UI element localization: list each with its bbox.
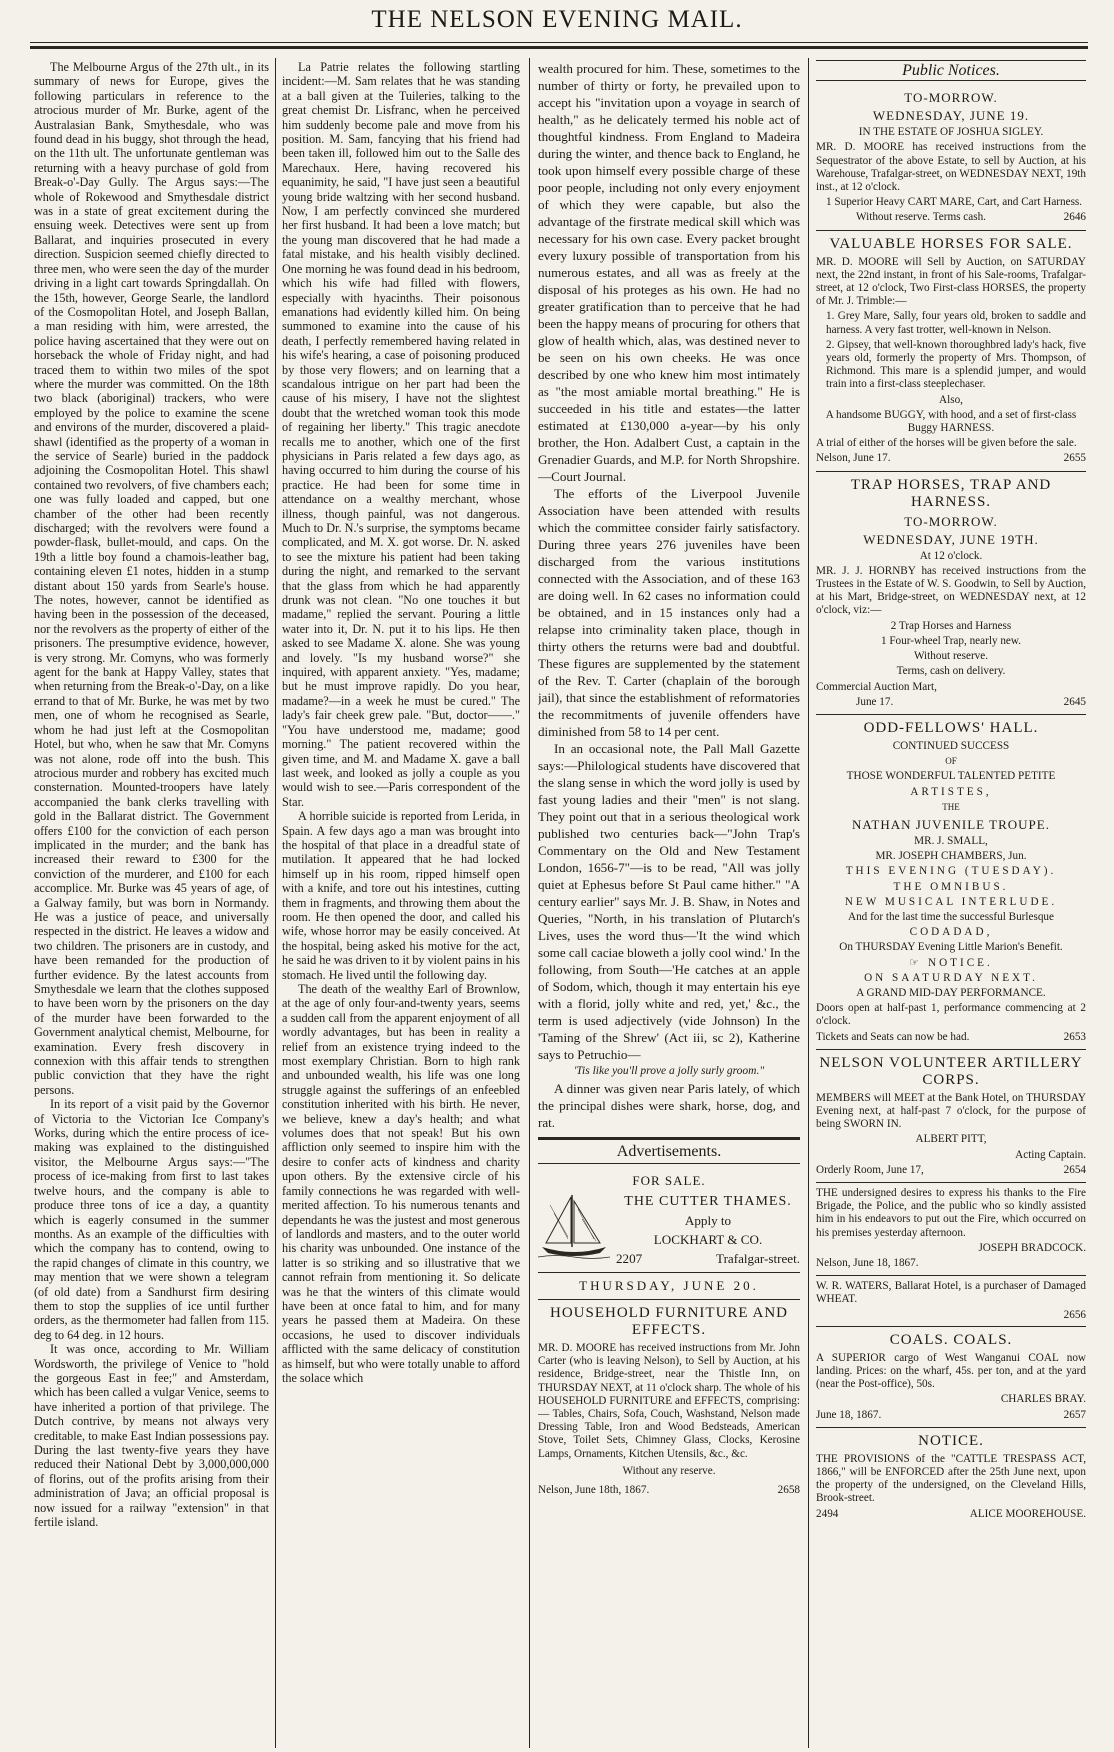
ad-line: THE (942, 801, 960, 812)
ad-for-sale-cutter (538, 1168, 800, 1273)
ad-body: MR. D. MOORE has received instructions from the Sequestrator of the above Estate, to sell by Auction, at his Warehouse, Trafalgar-street, on WEDNESDAY NEXT, 19th inst., at 12 o'clock. (816, 141, 1086, 194)
ad-footer-row (816, 1164, 1086, 1177)
ad-line: Apply to (684, 1213, 732, 1228)
ad-odd-fellows-hall (816, 715, 1086, 1050)
ad-item: 2 Trap Horses and Harness (890, 619, 1012, 632)
ad-number: 2657 (1063, 1408, 1086, 1421)
ad-body: MR. D. MOORE will Sell by Auction, on SATURDAY next, the 22nd instant, in front of his Sale-rooms, Trafalgar-street, at 12 o'clock, Two First-class HORSES, the property of Mr. J. Trimble:— (816, 255, 1086, 308)
ad-title: THURSDAY, JUNE 20. (579, 1278, 759, 1293)
ad-terms: Without reserve. Terms cash. (856, 211, 986, 224)
ad-line: Doors open at half-past 1, performance commencing at 2 o'clock. (816, 1002, 1086, 1028)
ad-footer-row (816, 696, 1086, 709)
ad-line: On THURSDAY Evening Little Marion's Benefit. (839, 941, 1063, 954)
ad-body: W. R. WATERS, Ballarat Hotel, is a purchaser of Damaged WHEAT. (816, 1280, 1086, 1306)
ad-subtitle: WEDNESDAY, JUNE 19. (872, 108, 1030, 124)
ad-footer-row (538, 1482, 800, 1499)
ad-waters-wheat (816, 1276, 1086, 1327)
ad-signatory: CHARLES BRAY. (1000, 1393, 1086, 1406)
ad-signatory: ALBERT PITT, (915, 1133, 987, 1146)
ad-body: MR. J. J. HORNBY has received instructions from the Trustees in the Estate of W. S. Goodwin, to Sell by Auction, at his Mart, Bridge-street, on WEDNESDAY next, at 12 o'clock, viz:— (816, 564, 1086, 617)
ad-line: And for the last time the successful Burlesque (848, 910, 1054, 923)
ad-date: Nelson, June 18, 1867. (816, 1257, 919, 1269)
ad-body: A SUPERIOR cargo of West Wanganui COAL now landing. Prices: on the wharf, 45s. per ton, and at the yard (near the Post-office), 50s. (816, 1351, 1086, 1391)
ad-reserve: Without reserve. (913, 650, 989, 663)
ad-estate-sigley (816, 85, 1086, 230)
ad-line: THIS EVENING (TUESDAY). (845, 865, 1057, 878)
ad-line: Tickets and Seats can now be had. (816, 1030, 970, 1043)
article-lerida-suicide: A horrible suicide is reported from Lerida, in Spain. A few days ago a man was brought into the hospital of that place in a dreadful state of mutilation. It appeared that he had locked himself up in his room, ripped himself open with a knife, and tore out his intestines, cutting them in fragments, and throwing them about the room. He then opened the door, and called his wife, whose horror may be easily conceived. At the hospital, being asked his motive for the act, he said he was driven to it by violent pains in his stomach. He lived until the following day. (282, 809, 520, 982)
ad-line: CONTINUED SUCCESS (892, 739, 1010, 752)
ad-coals (816, 1327, 1086, 1428)
ad-subtitle: WEDNESDAY, JUNE 19TH. (863, 531, 1039, 547)
ad-terms: Terms, cash on delivery. (896, 665, 1006, 678)
ad-line: MR. J. SMALL, (914, 834, 988, 847)
ad-volunteer-artillery (816, 1050, 1086, 1183)
ad-cattle-trespass (816, 1428, 1086, 1526)
ad-title: TRAP HORSES, TRAP AND HARNESS. (850, 476, 1052, 510)
article-liverpool-juvenile: The efforts of the Liverpool Juvenile Association have been attended with results which the committee consider fairly satisfactory. During three years 276 juveniles have been discharged from the various institutions connected with the Association, and of these 163 are doing well. In 62 cases no information could be obtained, and in 15 instances only had a relapse into criminality taken place, though in thirty others the returns were bad and doubtful. These figures are supplemented by the statement of the Rev. T. Carter (chaplain of the borough jail), that since the establishment of reformatories the recommitments of juvenile offenders have diminished from 58 to 14 per cent. (538, 486, 800, 739)
ad-footer-row (816, 1031, 1086, 1044)
masthead: THE NELSON EVENING MAIL. (371, 6, 743, 33)
article-paris-dinner: A dinner was given near Paris lately, of which the principal dishes were shark, horse, dog, and rat. (538, 1081, 800, 1130)
quote-line: 'Tis like you'll prove a jolly surly groom." (573, 1065, 765, 1077)
ad-date: Orderly Room, June 17, (816, 1163, 924, 1176)
advertisements-header: Advertisements. (538, 1139, 800, 1164)
ad-buggy: A handsome BUGGY, with hood, and a set of first-class Buggy HARNESS. (825, 408, 1077, 435)
ad-date: Nelson, June 18th, 1867. (538, 1483, 650, 1496)
ad-body: THE PROVISIONS of the "CATTLE TRESPASS ACT, 1866," will be ENFORCED after the 25th June next, upon the property of the undersigned, on the Cleveland Hills, Brook-street. (816, 1452, 1086, 1505)
ad-line: MR. JOSEPH CHAMBERS, Jun. (875, 850, 1027, 863)
ad-date: Nelson, June 17. (816, 452, 891, 465)
column-separator (529, 58, 530, 1748)
ad-footer-row (816, 452, 1086, 465)
ad-reserve: Without any reserve. (622, 1464, 716, 1477)
ad-address: Trafalgar-street. (716, 1251, 800, 1266)
ad-body: MR. D. MOORE has received instructions from Mr. John Carter (who is leaving Nelson), to Sell by Auction, at his residence, Bridge-street, near the Thistle Inn, on THURSDAY NEXT, at 11 o'clock sharp. The whole of his HOUSEHOLD FURNITURE and EFFECTS, comprising:— Tables, Chairs, Sofa, Couch, Washstand, Nelson made Dressing Table, Iron and Wood Bedsteads, American Stove, Toilet Sets, Chimney Glass, Clocks, Kerosine Lamps, Ornaments, Kitchen Utensils, &c., &c. (538, 1342, 800, 1460)
ad-line (816, 957, 1086, 970)
ad-body: THE undersigned desires to express his thanks to the Fire Brigade, the Police, and the public who so kindly assisted him in his endeavors to put out the Fire, which occurred on his premises yesterday afternoon. (816, 1186, 1086, 1239)
ad-bradcock-thanks (816, 1183, 1086, 1276)
ad-number: 2645 (1063, 695, 1086, 708)
article-melbourne-murder: The Melbourne Argus of the 27th ult., in its summary of news for Europe, gives the following particulars in reference to the atrocious murder of Mr. Burke, agent of the Australasian Bank, Smythesdale, who was found dead in his buggy, shot through the head, on the 11th ult. The unfortunate gentleman was returning with a heavy purchase of gold from Break-o'-Day Gully. The Argus says:—The whole of Rokewood and Smythesdale district was in a state of great excitement during the ensuing week. Detectives were sent up from Ballarat, and inquiries prosecuted in every direction. Suspicion seemed chiefly directed to three men, who were seen the day of the murder driving in a light cart towards Springdallah. On the 15th, however, George Searle, the landlord of the Cosmopolitan Hotel, and Joseph Ballan, a man residing with him, were arrested, the police having ascertained that they were out on horseback the whole of Friday night, and had traced them to within two miles of the spot where the murder was committed. On the 18th two black (aboriginal) trackers, who were employed by the police to examine the scene and environs of the murder, discovered a plaid-shawl (identified as the property of a woman in the service of Searle) buried in the paddock adjoining the Cosmopolitan Hotel. This shawl contained two revolvers, of five chambers each; one was fully loaded and capped, but one chamber of the other had been recently discharged; with the revolvers were found a powder-flask, bullet-mould, and caps. On the 19th a little boy found a chamois-leather bag, containing eleven £1 notes, hidden in a stump distant about 150 yards from Searle's house. The notes, however, cannot be identified as having been in the possession of the deceased, nor the revolvers as the property of either of the prisoners. The presumptive evidence, however, is very strong. Mr. Comyns, who was formerly agent for the bank at Happy Valley, states that when returning from the Break-o'-Day, on a like errand to that of Mr. Burke, he was met by two men, one of whom he recognised as Searle, whom he had just left at the Cosmopolitan Hotel, but who, when he saw that Mr. Comyns was not alone, rode off into the bush. This atrocious murder and robbery has excited much consternation. Mounted-troopers have lately accompanied the bank clerks travelling with gold in the Ballarat district. The Government offers £100 for the conviction of each person implicated in the murder; and the bank has increased their reward to £300 for the conviction of the murderer, and £100 for each accomplice. Mr. Burke was 45 years of age, of a Galway family, but was born in Normandy. He was a justice of peace, and universally respected in the district. He leaves a widow and two children. The prisoners are in custody, and have been remanded for the production of further evidence. By the latest accounts from Smythesdale we learn that the clothes supposed to have been worn by the prisoners on the day of the murder have been forwarded to the Government analytical chemist, Melbourne, for examination. Every fresh discovery in connexion with this affair tends to strengthen public conviction that they have the right persons. (34, 60, 269, 1097)
article-earl-brownlow: The death of the wealthy Earl of Brownlow, at the age of only four-and-twenty years, seems a sudden call from the apparent enjoyment of all wordly advantages, but has been in reality a relief from an existence trying indeed to the most exemplary Christian. Born to high rank and unbounded wealth, his life was one long struggle against the sufferings of an enfeebled constitution inherited with his birth. He never, we believe, knew a day's health; and what volumes does that not speak! But his own affliction only seemed to inspire him with the desire to confer acts of kindness and charity upon others. By the extensive circle of his family connections he was regarded with well-merited affection. To his numerous tenants and dependants he was the justest and most generous of landlords and masters, and to the outer world his charity was unbounded. One instance of the latter is so striking and so illustrative that we cannot refrain from mentioning it. So delicate was he that the winters of this climate would have been at once fatal to him, and for many years he passed them at Madeira. On these occasions, he used to discover individuals afflicted with the same delicacy of constitution as himself, but who were totally unable to afford the solace which (282, 982, 520, 1385)
ad-trial: A trial of either of the horses will be given before the sale. (816, 437, 1077, 450)
ad-line: CODADAD, (909, 926, 993, 939)
ad-body: MEMBERS will MEET at the Bank Hotel, on THURSDAY Evening next, at half-past 7 o'clock, for the purpose of being SWORN IN. (816, 1091, 1086, 1131)
article-la-patrie: La Patrie relates the following startling incident:—M. Sam relates that he was standing at a ball given at the Tuileries, talking to the great chemist Dr. Lisfranc, when he perceived him suddenly become pale and move from his position. M. Sam, fancying that his friend had been taken ill, followed him out to the Salle des Marechaux. Here, having recovered his equanimity, he said, "I have just seen a beautiful young bride waltzing with her second husband. Now, I am perfectly convinced she murdered her first husband. It had been a love match; but the young man discovered that he had made a fatal mistake, and his health visibly declined. One morning he was found dead in his bedroom, which his wife had filled with flowers, especially with hyacinths. Their poisonous emanations had evidently killed him. On being summoned to examine into the cause of his death, I perfectly remembered having related in his wife's hearing, a case of poisoning produced by those very flowers; and on learning that a scandalous intrigue on her part had been the cause of his misery, I have not the slightest doubt that the wretched woman took this mode of regaining her liberty." This tragic anecdote recalls me to another, which one of the first physicians in Paris related a few days ago, as having occurred to him during the course of his practice. He had been for some time in attendance on a wealthy merchant, whose illness, though painful, was not dangerous. Much to Dr. N.'s surprise, the symptoms became complicated, and M. X. got worse. Dr. N. asked to see the mixture his patient had been taking during the night, and remarked to the servant that the glass from which he had apparently drunk was not clean. "No one touches it but madame," replied the servant. Pouring a little water into it, Dr. N. put it to his lips. He then asked to see Madame X. alone. She was young and lovely. "Is my husband worse?" she inquired, with apparent anxiety. "Yes, madame; but he must improve rapidly. Do you hear, madame?—in a week he must be cured." The lady's fair cheek grew pale. "But, doctor——." "You have understood me, madame; good morning." The patient recovered within the given time, and M. and Madame X. gave a ball last week, and looked as jolly a couple as you would wish to see.—Paris correspondent of the Star. (282, 60, 520, 809)
ad-line: LOCKHART & CO. (653, 1232, 763, 1247)
ad-footer-row (816, 211, 1086, 224)
ad-item: 1. Grey Mare, Sally, four years old, broken to saddle and harness. A very fast trotter, well-known in Nelson. (826, 310, 1086, 336)
public-notices-header: Public Notices. (816, 60, 1086, 81)
ad-signatory: JOSEPH BRADCOCK. (978, 1241, 1086, 1254)
ad-footer-row (616, 1250, 800, 1267)
ad-line: ARTISTES, (910, 785, 992, 798)
ad-role: Acting Captain. (1015, 1148, 1086, 1161)
ad-number: 2207 (616, 1251, 643, 1266)
ad-number: 2494 (816, 1507, 839, 1520)
ad-line: THOSE WONDERFUL TALENTED PETITE (846, 770, 1056, 783)
column-1 (34, 60, 269, 1750)
ad-also: Also, (939, 393, 963, 406)
ad-item: 2. Gipsey, that well-known thoroughbred lady's hack, five years old, formerly the property of Mrs. Thompson, of Richmond. This mare is a splendid jumper, and would train into a first-class steeplechaser. (826, 338, 1086, 391)
ad-line: THE OMNIBUS. (893, 880, 1009, 893)
ad-notice-label: NOTICE. (928, 956, 993, 969)
article-earl-brownlow-cont: wealth procured for him. These, sometimes to the number of thirty or forty, he prevailed upon to accept his "invitation upon a voyage in search of health," as he delicately termed his noble act of thoughtful kindness. From England to Madeira during the winter, and thence back to England, he took upon himself every possible charge of these poor people, including not only every enjoyment of which they were capable, but also the advantage of the firstrate medical skill which was necessary for his own case. Every packet brought every luxury possible of transportation from his numerous estates, and all was as freely at the disposal of his proteges as his own. He had no greater gratification than to perceive that he had been the happy means of procuring for others that glow of health which, alas, was destined never to be seen on his own cheeks. He was once described by one who knew him most intimately as "the most amiable mortal breathing." He is succeeded in his title and estates—the latter estimated at £130,000 a-year—by his only brother, the Hon. Adalbert Cust, a captain in the Grenadier Guards, and M.P. for North Shropshire.—Court Journal. (538, 61, 800, 484)
ad-line: NEW MUSICAL INTERLUDE. (844, 895, 1058, 908)
ad-troupe-name: NATHAN JUVENILE TROUPE. (852, 816, 1050, 832)
ad-footer-row (816, 1508, 1086, 1521)
column-2 (282, 60, 520, 1750)
ad-title: NELSON VOLUNTEER ARTILLERY CORPS. (819, 1054, 1083, 1088)
masthead-rule-thin (30, 42, 1088, 43)
ad-number: 2646 (1063, 211, 1086, 224)
ad-number: 2658 (777, 1483, 800, 1496)
column-separator (808, 58, 809, 1748)
ad-line: OF (945, 756, 957, 767)
ad-line: A GRAND MID-DAY PERFORMANCE. (856, 986, 1046, 999)
article-dutch-venice: It was once, according to Mr. William Wordsworth, the privilege of Venice to "hold the gorgeous East in fee;" and Amsterdam, which has been called a vulgar Venice, seems to have inherited a portion of that privilege. The Dutch contrive, by means not always very creditable, to make East Indian possessions pay. During the last twenty-five years they have reduced their National Debt by 3,000,000,000 of florins, out of the profits arising from their administration of Java; an official proposal is now issued for a railway "extension" in that fertile island. (34, 1342, 269, 1530)
ad-valuable-horses (816, 231, 1086, 472)
ad-subtitle: IN THE ESTATE OF JOSHUA SIGLEY. (858, 126, 1044, 139)
column-3 (538, 60, 800, 1750)
article-jolly-slang: In an occasional note, the Pall Mall Gazette says:—Philological students have discovered that the slang sense in which the word jolly is used by fast young ladies and their "men" is not slang. They point out that in a serious theological work published two centuries back—"John Trap's Commentary on the Old and New Testament London, 1656-7"—is to be read, "All was jolly quiet at Ephesus before St Paul came hither." "A century earlier" says Mr. J. B. Shaw, in Notes and Queries, "North, in his translation of Plutarch's Lives, uses the word thus—'It the wind which some call caciae bloweth a jolly cool wind.' In the following, from South—'He catches at an apple of Sodom, which, though it may entertain his eye with a florid, jolly white and red, yet,' &c., the term is used adjectively (vide Johnson) In the 'Taming of the Shrew' (Act iii, sc 2), Katherine says to Petruchio— (538, 741, 800, 1062)
ship-icon (538, 1191, 610, 1261)
ad-line: ON SAATURDAY NEXT. (864, 971, 1038, 984)
ad-footer-row (816, 1409, 1086, 1422)
ad-item: 1 Superior Heavy CART MARE, Cart, and Cart Harness. (826, 196, 1083, 209)
ad-item: 1 Four-wheel Trap, nearly new. (880, 634, 1022, 647)
ship-text (616, 1191, 800, 1269)
column-separator (275, 58, 276, 1748)
ad-number: 2656 (1063, 1308, 1086, 1321)
ad-thursday (538, 1273, 800, 1300)
ad-title: ODD-FELLOWS' HALL. (863, 719, 1039, 736)
ad-time: At 12 o'clock. (919, 549, 983, 562)
ad-date: June 17. (856, 695, 894, 708)
column-4 (816, 60, 1086, 1750)
ad-number: 2653 (1063, 1030, 1086, 1043)
advertisements-section (538, 1137, 800, 1504)
ad-mart: Commercial Auction Mart, (816, 680, 937, 693)
ad-trap-horses (816, 472, 1086, 715)
pointing-hand-icon: ☞ (909, 956, 928, 969)
article-ice-making: In its report of a visit paid by the Governor of Victoria to the Victorian Ice Company's Works, during which the entire process of ice-making was explained to the distinguished visitor, the Melbourne Argus says:—"The process of ice-making from first to last takes twelve hours, and the company is able to produce three tons of ice a day, a quantity which is eagerly consumed in the summer months. As an example of the difficulties with which the company has to contend, owing to the rapid changes of climate in this country, we may mention that we were shown a telegram (of old date) from a Sandhurst firm desiring them to stop the supplies of ice until further orders, as the thermometer had fallen from 115. deg to 64 deg. in 12 hours. (34, 1097, 269, 1342)
ad-title: TO-MORROW. (904, 90, 998, 106)
ad-title: NOTICE. (918, 1432, 984, 1449)
ad-number: 2655 (1063, 452, 1086, 465)
ad-date: June 18, 1867. (816, 1408, 882, 1421)
ad-title: VALUABLE HORSES FOR SALE. (829, 235, 1073, 252)
ad-subtitle: TO-MORROW. (904, 513, 998, 529)
ad-title: HOUSEHOLD FURNITURE AND EFFECTS. (549, 1305, 788, 1338)
ad-signatory: ALICE MOOREHOUSE. (969, 1507, 1086, 1520)
ad-line: THE CUTTER THAMES. (624, 1194, 792, 1209)
masthead-rule-thick (30, 46, 1088, 49)
ad-title: FOR SALE. (632, 1173, 706, 1188)
ad-title: COALS. COALS. (889, 1331, 1013, 1348)
ad-number: 2654 (1063, 1163, 1086, 1176)
ship-block (538, 1191, 800, 1269)
ad-household-furniture (538, 1300, 800, 1504)
